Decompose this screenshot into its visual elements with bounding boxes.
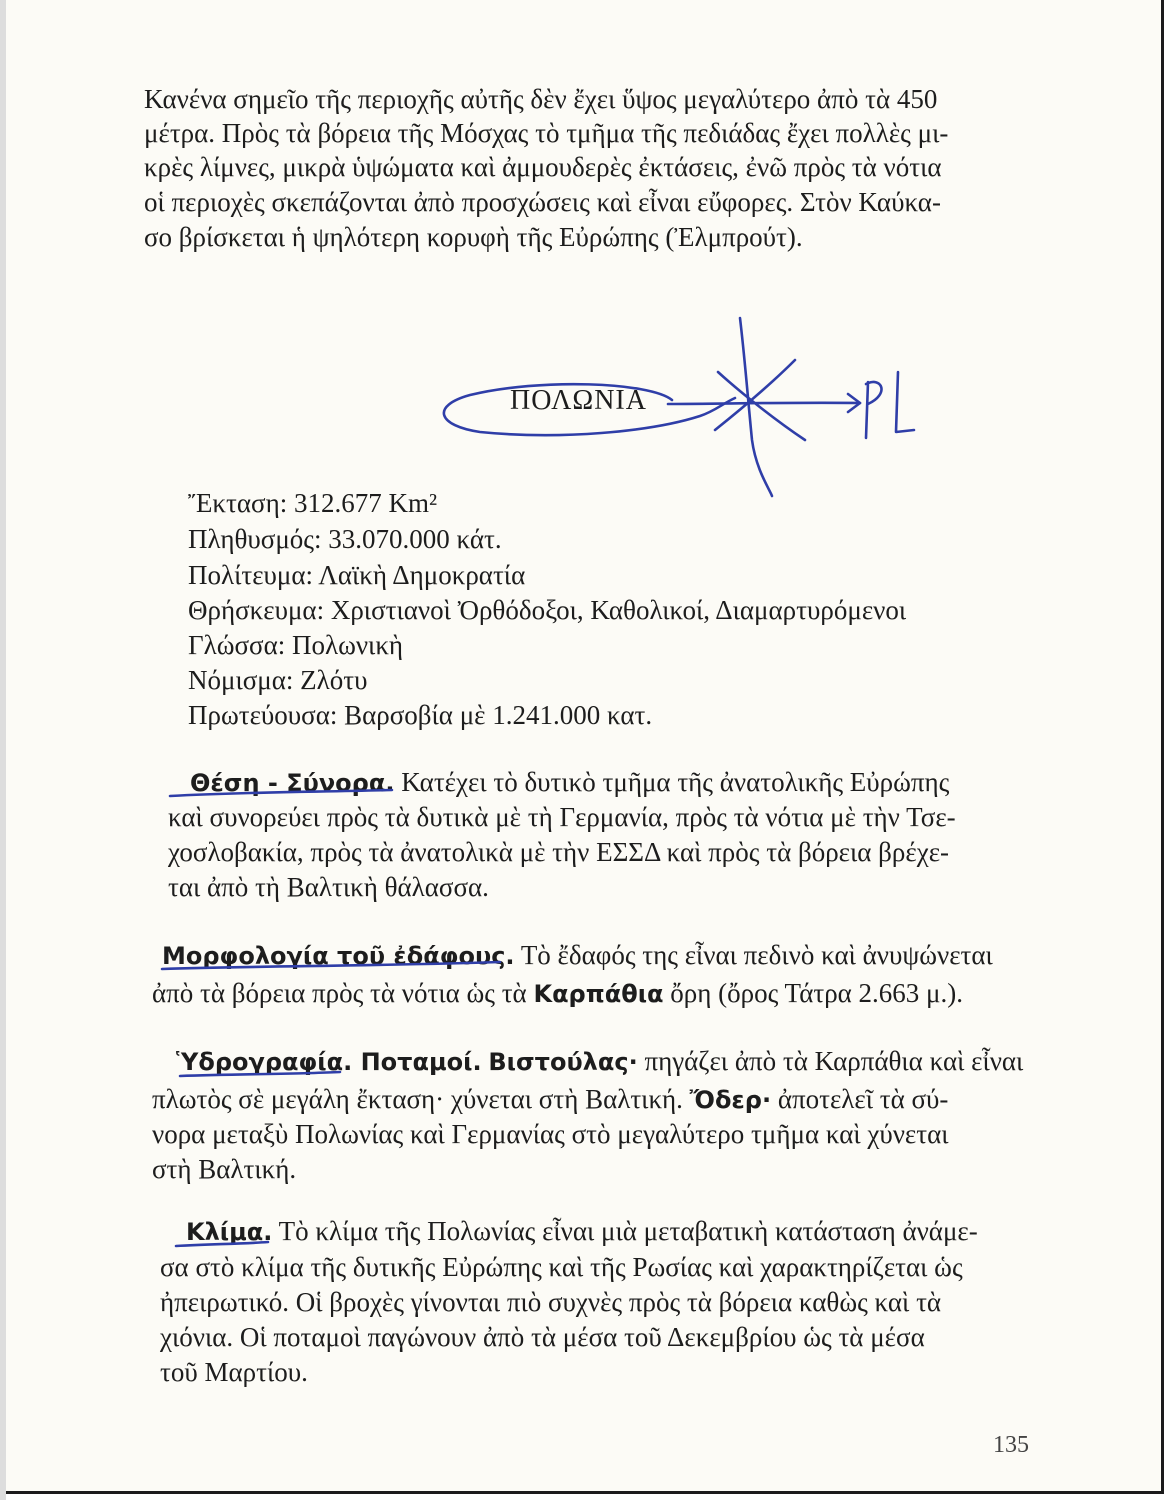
river-vistula: Βιστούλας· xyxy=(488,1048,638,1076)
hydrography-line-2 xyxy=(152,1086,948,1113)
intro-line-2: μέτρα. Πρὸς τὰ βόρεια τῆς Μόσχας τὸ τμῆμα τῆς πεδιάδας ἔχει πολλὲς μι- xyxy=(144,118,949,148)
hydrography-text-first: πηγάζει ἀπὸ τὰ Καρπάθια καὶ εἶναι xyxy=(644,1046,1024,1076)
fact-population: Πληθυσμός: 33.070.000 κάτ. xyxy=(188,524,502,554)
position-text-first: Κατέχει τὸ δυτικὸ τμῆμα τῆς ἀνατολικῆς Εὐρώπης xyxy=(401,767,950,797)
climate-text-first: Τὸ κλίμα τῆς Πολωνίας εἶναι μιὰ μεταβατικὴ κατάσταση ἀνάμε- xyxy=(278,1216,978,1246)
intro-line-5: σο βρίσκεται ἡ ψηλότερη κορυφὴ τῆς Εὐρώπης (Ἐλμπρούτ). xyxy=(144,222,803,252)
climate-title: Κλίμα. xyxy=(186,1218,273,1246)
intro-line-3: κρὲς λίμνες, μικρὰ ὑψώματα καὶ ἀμμουδερὲς ἐκτάσεις, ἐνῶ πρὸς τὰ νότια xyxy=(144,152,942,182)
morphology-line-2-end: ὄρη (ὄρος Τάτρα 2.663 μ.). xyxy=(670,978,964,1008)
climate-line-4: χιόνια. Οἱ ποταμοὶ παγώνουν ἀπὸ τὰ μέσα τοῦ Δεκεμβρίου ὡς τὰ μέσα xyxy=(160,1322,925,1352)
position-line-4: ται ἀπὸ τὴ Βαλτικὴ θάλασσα. xyxy=(168,872,489,902)
climate-paragraph-first-line xyxy=(186,1218,978,1245)
morphology-text-first: Τὸ ἔδαφός της εἶναι πεδινὸ καὶ ἀνυψώνεται xyxy=(520,940,993,970)
country-heading: ΠΟΛΩΝΙΑ xyxy=(510,385,647,416)
hydrography-paragraph-first-line xyxy=(176,1048,1023,1075)
river-oder: Ὄδερ· xyxy=(689,1086,772,1114)
fact-language: Γλώσσα: Πολωνικὴ xyxy=(188,630,404,660)
hydrography-line-2-start: πλωτὸς σὲ μεγάλη ἔκταση· χύνεται στὴ Βαλτική. xyxy=(152,1084,683,1114)
hydrography-line-3: νορα μεταξὺ Πολωνίας καὶ Γερμανίας στὸ μεγαλύτερο τμῆμα καὶ χύνεται xyxy=(152,1119,949,1149)
climate-line-5: τοῦ Μαρτίου. xyxy=(160,1357,308,1387)
hydrography-title: Ὑδρογραφία. Ποταμοί. xyxy=(176,1048,482,1076)
intro-line-1: Κανένα σημεῖο τῆς περιοχῆς αὐτῆς δὲν ἔχει ὕψος μεγαλύτερο ἀπὸ τὰ 450 xyxy=(144,84,938,114)
morphology-paragraph-first-line xyxy=(162,942,993,969)
morphology-title: Μορφολογία τοῦ ἐδάφους. xyxy=(162,942,515,970)
fact-currency: Νόμισμα: Ζλότυ xyxy=(188,665,368,695)
hydrography-line-4: στὴ Βαλτική. xyxy=(152,1154,297,1184)
carpathians-term: Καρπάθια xyxy=(533,980,664,1008)
page-number: 135 xyxy=(993,1432,1029,1458)
fact-religion: Θρήσκευμα: Χριστιανοὶ Ὀρθόδοξοι, Καθολικοί, Διαμαρτυρόμενοι xyxy=(188,595,907,625)
fact-government: Πολίτευμα: Λαϊκὴ Δημοκρατία xyxy=(188,560,526,590)
climate-line-2: σα στὸ κλίμα τῆς δυτικῆς Εὐρώπης καὶ τῆς Ρωσίας καὶ χαρακτηρίζεται ὡς xyxy=(160,1252,963,1282)
climate-line-3: ἠπειρωτικό. Οἱ βροχὲς γίνονται πιὸ συχνὲς πρὸς τὰ βόρεια καθὼς καὶ τὰ xyxy=(160,1287,942,1317)
morphology-line-2-start: ἀπὸ τὰ βόρεια πρὸς τὰ νότια ὡς τὰ xyxy=(152,978,527,1008)
position-paragraph-first-line xyxy=(190,769,949,796)
fact-area: Ἔκταση: 312.677 Km² xyxy=(188,488,438,518)
morphology-line-2 xyxy=(152,980,963,1007)
position-line-3: χοσλοβακία, πρὸς τὰ ἀνατολικὰ μὲ τὴν ΕΣΣΔ καὶ πρὸς τὰ βόρεια βρέχε- xyxy=(168,837,950,867)
position-line-2: καὶ συνορεύει πρὸς τὰ δυτικὰ μὲ τὴ Γερμανία, πρὸς τὰ νότια μὲ τὴν Τσε- xyxy=(168,802,956,832)
hydrography-line-2-end: ἀποτελεῖ τὰ σύ- xyxy=(777,1084,949,1114)
position-title: Θέση - Σύνορα. xyxy=(190,769,395,797)
intro-line-4: οἱ περιοχὲς σκεπάζονται ἀπὸ προσχώσεις καὶ εἶναι εὔφορες. Στὸν Καύκα- xyxy=(144,187,941,217)
fact-capital: Πρωτεύουσα: Βαρσοβία μὲ 1.241.000 κατ. xyxy=(188,700,653,730)
